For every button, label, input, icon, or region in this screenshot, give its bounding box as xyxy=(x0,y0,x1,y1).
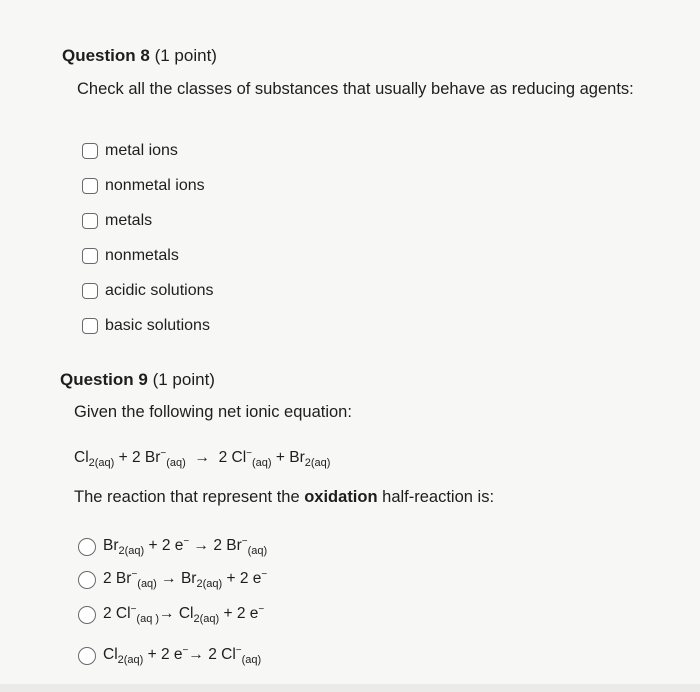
question-8-prompt: Check all the classes of substances that usually behave as reducing agents: xyxy=(77,80,634,98)
eq-sup: − xyxy=(241,536,248,547)
q8-option-6[interactable] xyxy=(82,317,210,335)
eq-term: 2 Cl xyxy=(218,449,247,466)
eq-term: + 2 e xyxy=(143,646,183,663)
eq-term: + 2 Br xyxy=(114,449,161,466)
eq-term: → Cl xyxy=(159,605,194,622)
radio-button[interactable] xyxy=(78,538,96,556)
radio-button[interactable] xyxy=(78,571,96,589)
arrow-icon: → xyxy=(194,449,210,466)
bottom-edge xyxy=(0,684,700,692)
statement-text: half-reaction is: xyxy=(377,488,495,506)
q9-option-1-label xyxy=(103,536,267,557)
q8-option-5-label: acidic solutions xyxy=(105,282,214,299)
question-8-points: (1 point) xyxy=(154,46,217,65)
q9-option-2-label xyxy=(103,569,267,590)
eq-term: 2 Cl xyxy=(103,605,131,622)
eq-sub: 2(aq) xyxy=(304,457,331,469)
eq-sub: 2(aq) xyxy=(196,578,223,590)
question-8-title xyxy=(62,46,217,66)
q9-option-1[interactable] xyxy=(78,536,267,557)
eq-sub: (aq) xyxy=(247,545,268,557)
q8-option-3[interactable] xyxy=(82,212,152,230)
eq-sup: − xyxy=(261,569,268,580)
checkbox[interactable] xyxy=(82,178,98,194)
eq-sup: − xyxy=(160,448,167,459)
checkbox[interactable] xyxy=(82,318,98,334)
eq-term: → 2 Cl xyxy=(188,646,236,663)
eq-term: → 2 Br xyxy=(189,537,242,554)
checkbox[interactable] xyxy=(82,283,98,299)
question-9-title xyxy=(60,370,215,390)
eq-term: Br xyxy=(103,537,119,554)
q8-option-4-label: nonmetals xyxy=(105,247,179,264)
eq-term: Cl xyxy=(74,449,89,466)
eq-sub: (aq) xyxy=(252,457,272,469)
question-9-points: (1 point) xyxy=(152,370,215,389)
checkbox[interactable] xyxy=(82,143,98,159)
question-9-label: Question 9 xyxy=(60,370,148,389)
eq-sub: (aq) xyxy=(166,457,186,469)
statement-bold: oxidation xyxy=(304,488,378,506)
eq-sup: − xyxy=(183,536,190,547)
eq-sup: − xyxy=(182,645,189,656)
eq-sub: (aq) xyxy=(137,578,157,590)
q8-option-2-label: nonmetal ions xyxy=(105,177,205,194)
eq-sub: 2(aq) xyxy=(117,654,144,666)
eq-sup: − xyxy=(246,448,252,459)
eq-term: → Br xyxy=(156,570,197,587)
q8-option-5[interactable] xyxy=(82,282,214,300)
q9-option-3-label xyxy=(103,604,264,625)
eq-term: Cl xyxy=(103,646,118,663)
eq-sub: 2(aq) xyxy=(193,613,220,625)
question-9-prompt: Given the following net ionic equation: xyxy=(74,403,352,421)
q9-option-4[interactable] xyxy=(78,645,261,666)
question-8-label: Question 8 xyxy=(62,46,150,65)
net-ionic-equation xyxy=(74,448,330,469)
q8-option-6-label: basic solutions xyxy=(105,317,210,334)
eq-term: 2 Br xyxy=(103,570,132,587)
eq-sup: − xyxy=(258,604,265,615)
eq-sub: 2(aq) xyxy=(118,545,145,557)
checkbox[interactable] xyxy=(82,213,98,229)
eq-term: + 2 e xyxy=(144,537,184,554)
q8-option-4[interactable] xyxy=(82,247,179,265)
statement-text: The reaction that represent the xyxy=(74,488,305,506)
question-9-statement xyxy=(74,488,494,507)
eq-sup: − xyxy=(130,604,137,615)
eq-sub: 2(aq) xyxy=(88,457,115,469)
checkbox[interactable] xyxy=(82,248,98,264)
eq-sub: (aq) xyxy=(241,654,262,666)
radio-button[interactable] xyxy=(78,647,96,665)
eq-sup: − xyxy=(131,569,138,580)
radio-button[interactable] xyxy=(78,606,96,624)
eq-sub: (aq ) xyxy=(136,613,160,625)
q8-option-1[interactable] xyxy=(82,142,178,160)
q8-option-3-label: metals xyxy=(105,212,153,229)
eq-term: + 2 e xyxy=(222,570,262,587)
q9-option-4-label xyxy=(103,645,261,666)
q9-option-2[interactable] xyxy=(78,569,267,590)
eq-term: + Br xyxy=(271,449,305,466)
q8-option-2[interactable] xyxy=(82,177,205,195)
eq-sup: − xyxy=(235,645,242,656)
q9-option-3[interactable] xyxy=(78,604,264,625)
eq-term: + 2 e xyxy=(219,605,259,622)
q8-option-1-label: metal ions xyxy=(105,142,178,159)
